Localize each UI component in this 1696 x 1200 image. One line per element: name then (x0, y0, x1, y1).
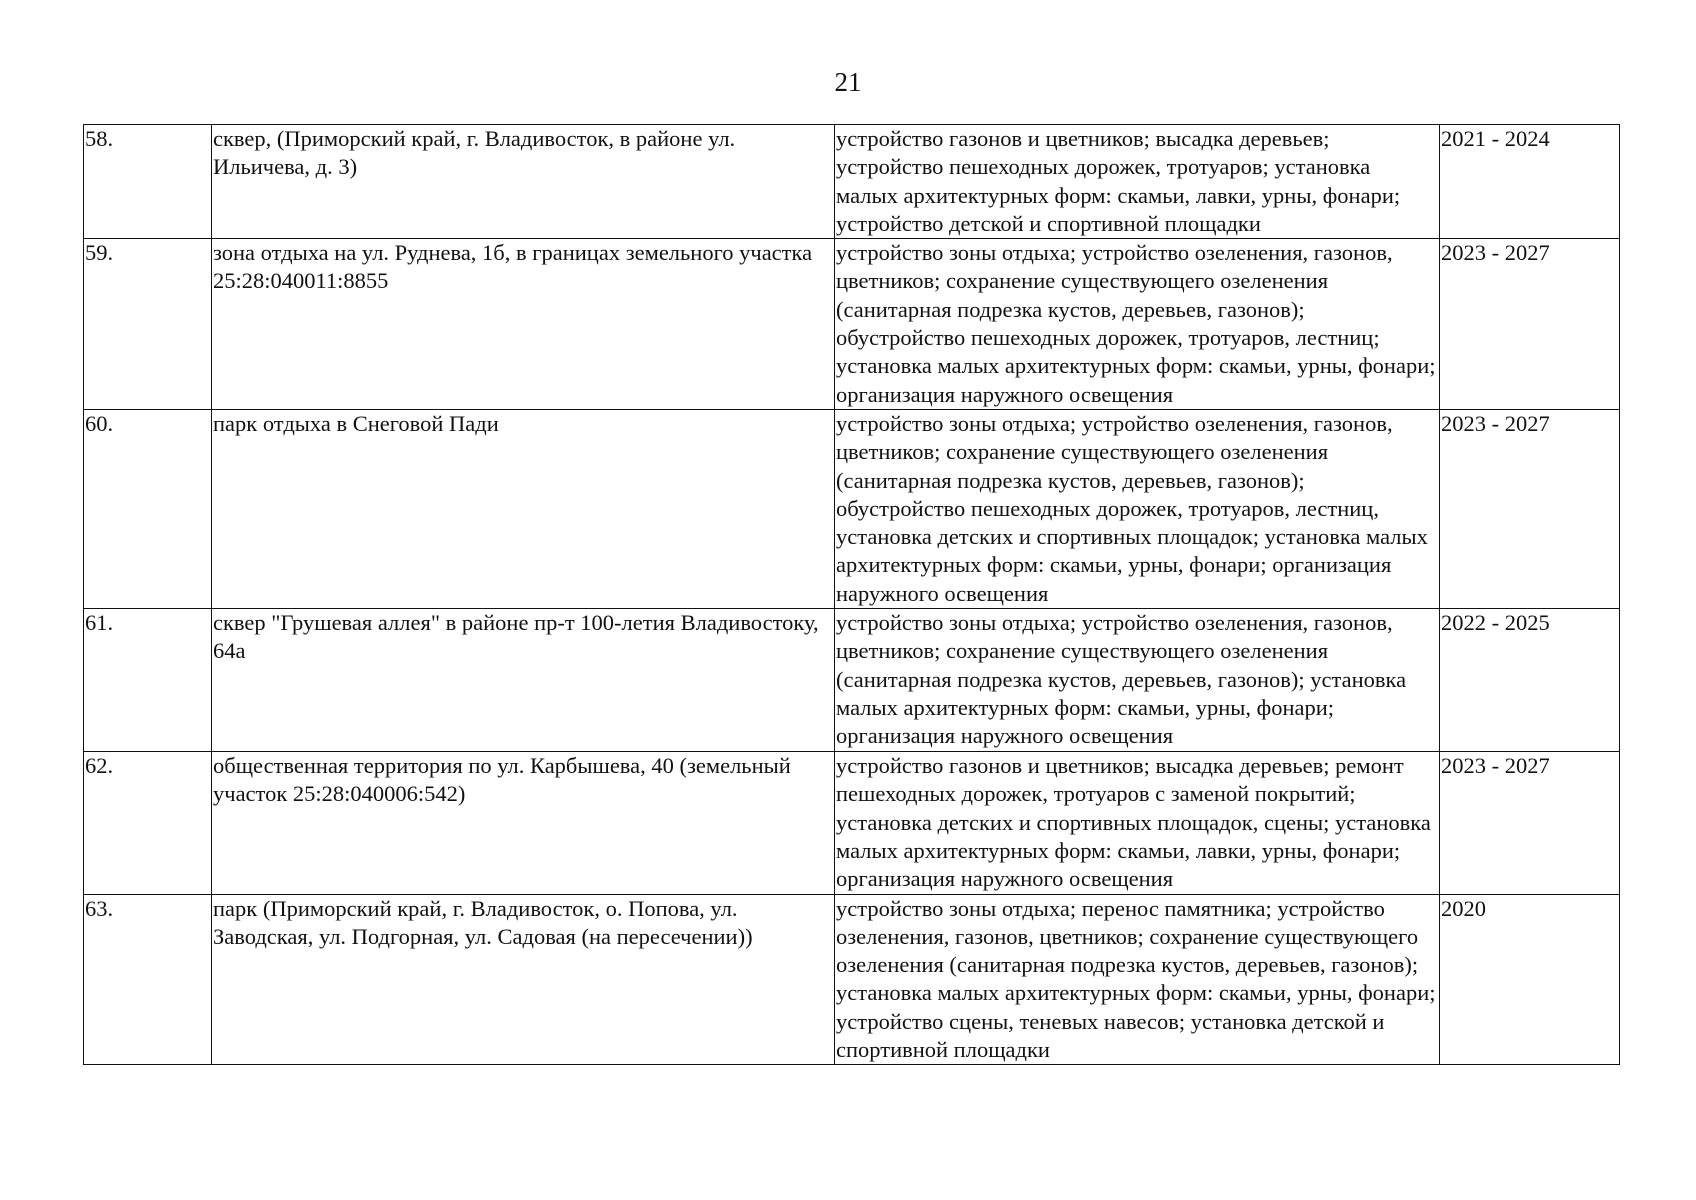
years-cell (1440, 239, 1620, 410)
row-number: 62. (85, 753, 114, 779)
territory-name-cell (212, 609, 835, 752)
implementation-years: 2020 (1441, 895, 1486, 921)
implementation-years: 2023 - 2027 (1441, 240, 1550, 266)
territory-name-cell (212, 894, 835, 1065)
years-cell (1440, 409, 1620, 608)
territory-name-cell (212, 125, 835, 239)
table-row (84, 752, 1620, 894)
row-number-cell (84, 409, 212, 608)
works-cell (835, 609, 1440, 752)
years-cell (1440, 894, 1620, 1065)
row-number: 60. (85, 410, 114, 436)
row-number: 58. (85, 126, 114, 151)
territory-name: парк отдыха в Снеговой Пади (213, 410, 499, 436)
row-number: 63. (85, 895, 114, 921)
works-description: устройство газонов и цветников; высадка деревьев; ремонт пешеходных дорожек, тротуаров с заменой покрытий; установка детских и спортивных площадок, сцены; установка малых архитектурных форм: скамьи, лавки, урны, фонари; организация наружного освещения (836, 753, 1431, 892)
territory-name: сквер "Грушевая аллея" в районе пр-т 100-летия Владивостоку, 64а (213, 610, 819, 664)
row-number-cell (84, 894, 212, 1065)
years-cell (1440, 752, 1620, 894)
works-description: устройство зоны отдыха; устройство озеленения, газонов, цветников; сохранение существующего озеленения (санитарная подрезка кустов, деревьев, газонов); обустройство пешеходных дорожек, тротуаров, лестниц, установка детских и спортивных площадок; установка малых архитектурных форм: скамьи, урны, фонари; организация наружного освещения (836, 410, 1428, 606)
table-row (84, 125, 1620, 239)
works-cell (835, 125, 1440, 239)
row-number: 61. (85, 610, 114, 636)
works-description: устройство зоны отдыха; устройство озеленения, газонов, цветников; сохранение существующего озеленения (санитарная подрезка кустов, деревьев, газонов); обустройство пешеходных дорожек, тротуаров, лестниц; установка малых архитектурных форм: скамьи, урны, фонари; организация наружного освещения (836, 240, 1436, 407)
territory-name-cell (212, 752, 835, 894)
table-row (84, 409, 1620, 608)
implementation-years: 2021 - 2024 (1441, 126, 1550, 151)
table-row (84, 894, 1620, 1065)
territory-name-cell (212, 239, 835, 410)
territory-name-cell (212, 409, 835, 608)
works-cell (835, 239, 1440, 410)
works-cell (835, 894, 1440, 1065)
years-cell (1440, 125, 1620, 239)
territory-name: сквер, (Приморский край, г. Владивосток, в районе ул. Ильичева, д. 3) (213, 126, 736, 180)
implementation-years: 2023 - 2027 (1441, 753, 1550, 779)
works-description: устройство газонов и цветников; высадка деревьев; устройство пешеходных дорожек, тротуаров; установка малых архитектурных форм: скамьи, лавки, урны, фонари; устройство детской и спортивной площадки (836, 126, 1401, 236)
table-row (84, 609, 1620, 752)
years-cell (1440, 609, 1620, 752)
works-cell (835, 409, 1440, 608)
row-number-cell (84, 752, 212, 894)
page-number: 21 (834, 67, 862, 97)
territory-name: общественная территория по ул. Карбышева, 40 (земельный участок 25:28:040006:542) (213, 753, 791, 807)
works-description: устройство зоны отдыха; устройство озеленения, газонов, цветников; сохранение существующего озеленения (санитарная подрезка кустов, деревьев, газонов); установка малых архитектурных форм: скамьи, урны, фонари; организация наружного освещения (836, 610, 1407, 749)
row-number-cell (84, 609, 212, 752)
implementation-years: 2023 - 2027 (1441, 410, 1550, 436)
implementation-years: 2022 - 2025 (1441, 610, 1550, 636)
territory-name: парк (Приморский край, г. Владивосток, о. Попова, ул. Заводская, ул. Подгорная, ул. Садовая (на пересечении)) (213, 895, 753, 949)
row-number-cell (84, 239, 212, 410)
works-description: устройство зоны отдыха; перенос памятника; устройство озеленения, газонов, цветников; сохранение существующего озеленения (санитарная подрезка кустов, деревьев, газонов); установка малых архитектурных форм: скамьи, урны, фонари; устройство сцены, теневых навесов; установка детской и спортивной площадки (836, 895, 1436, 1063)
row-number: 59. (85, 240, 114, 266)
territory-table (83, 124, 1620, 1065)
table-row (84, 239, 1620, 410)
territory-name: зона отдыха на ул. Руднева, 1б, в границах земельного участка 25:28:040011:8855 (213, 240, 813, 294)
works-cell (835, 752, 1440, 894)
row-number-cell (84, 125, 212, 239)
